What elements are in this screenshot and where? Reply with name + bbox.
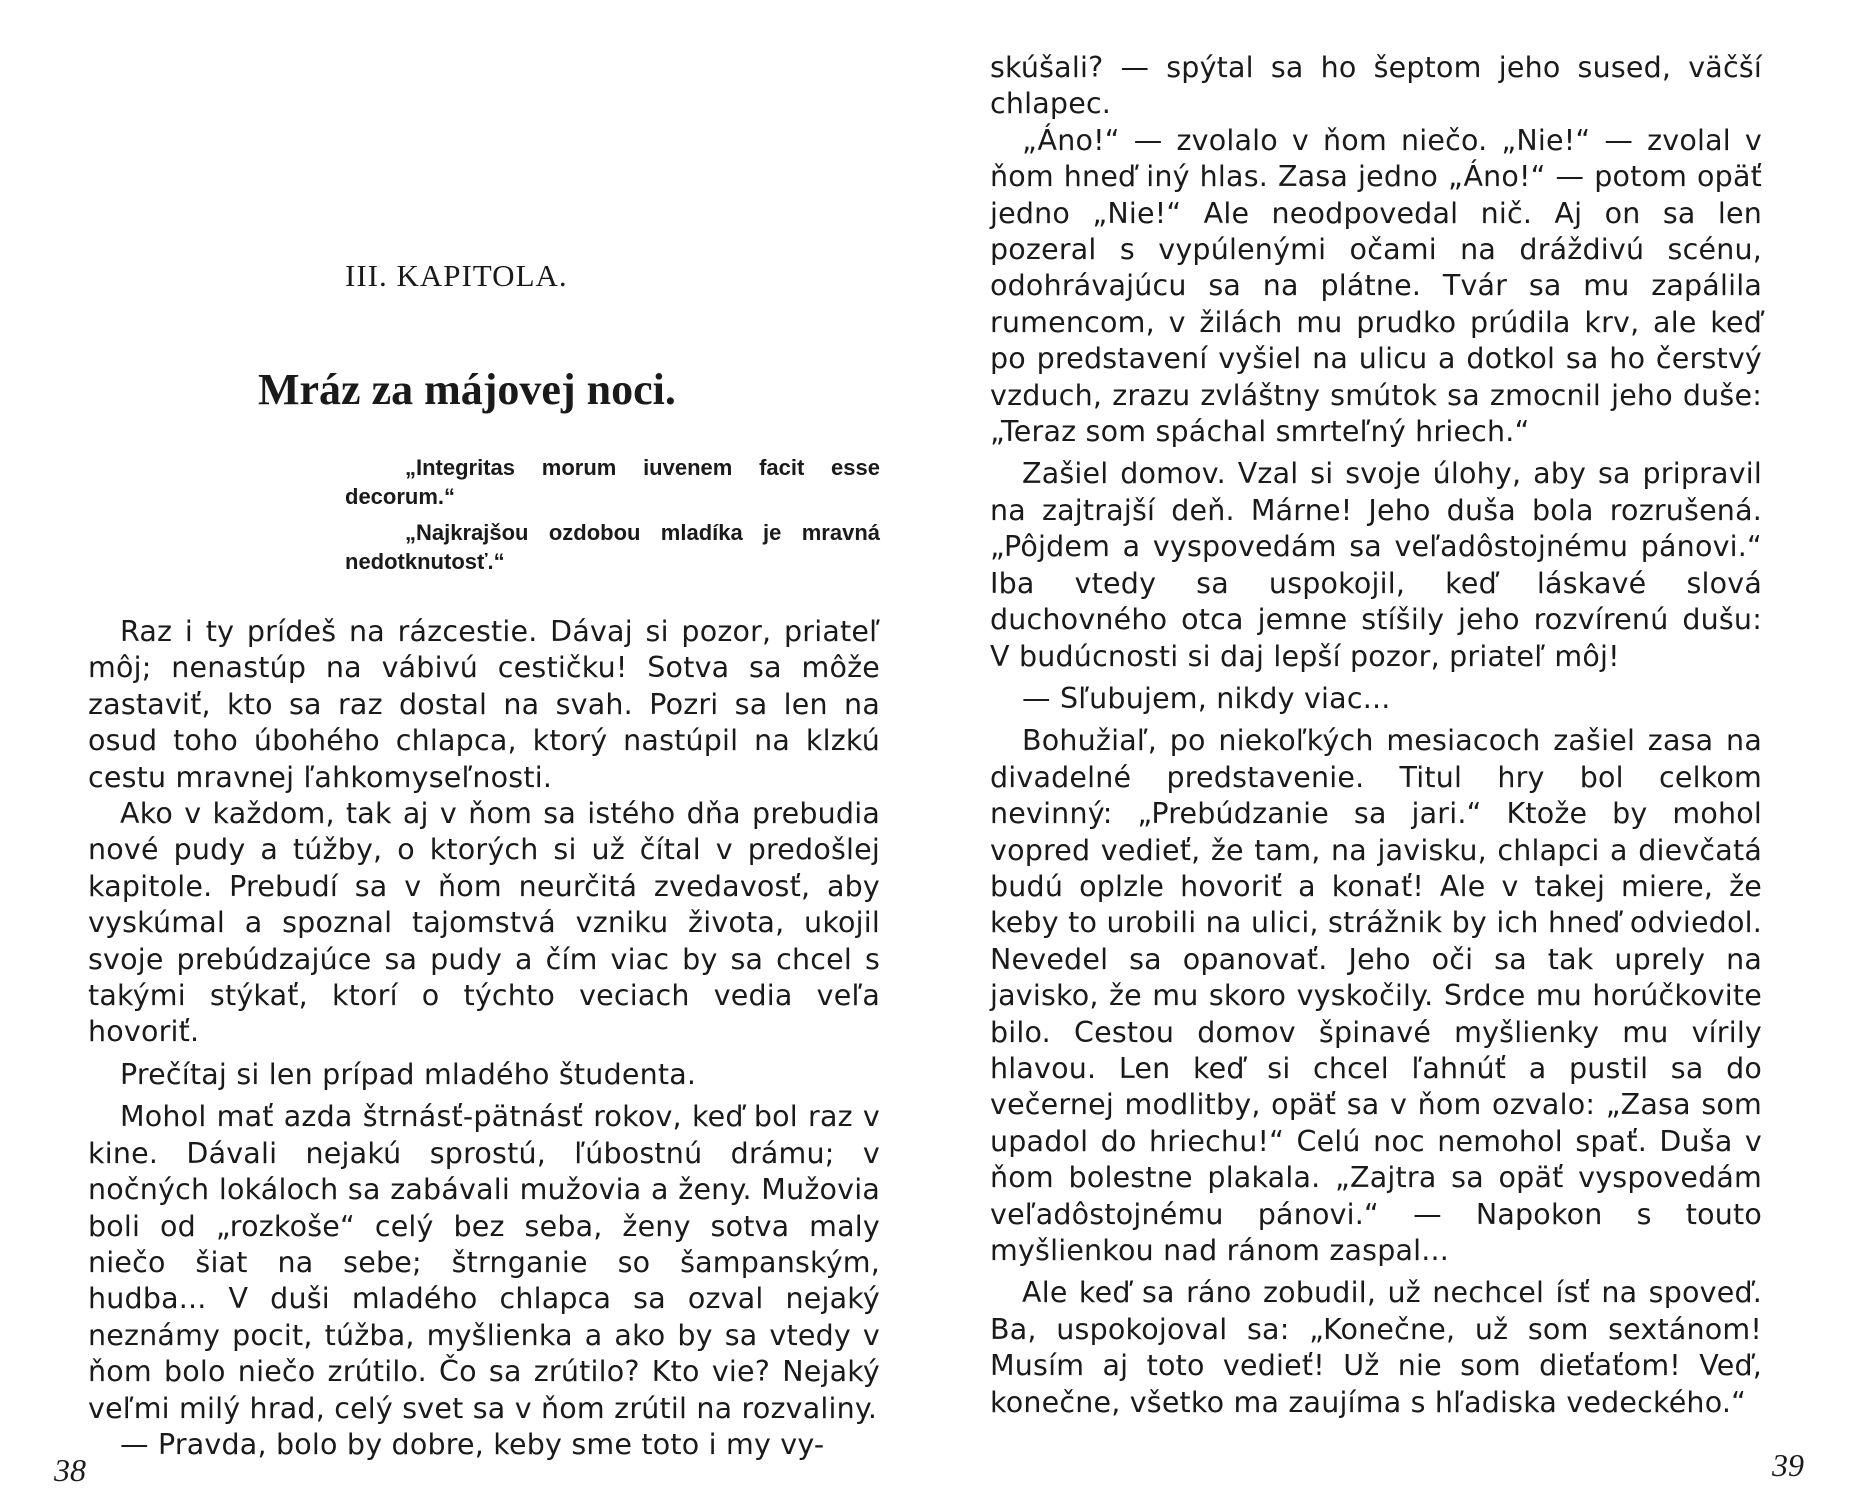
motto-slovak: [345, 518, 880, 576]
paragraph: Ako v každom, tak aj v ňom sa istého dňa prebudia nové pudy a túžby, o ktorých si už čítal v predošlej kapitole. Prebudí sa v ňom neurčitá zvedavosť, aby vyskúmal a spoznal tajomstvá vzniku života, ukojil svoje prebúdzajúce sa pudy a čím viac by sa chcel s takými stýkať, ktorí o týchto veciach vedia veľa hovoriť.: [88, 797, 880, 1049]
chapter-title: Mráz za májovej noci.: [258, 365, 676, 414]
paragraph: Zašiel domov. Vzal si svoje úlohy, aby sa pripravil na zajtrajší deň. Márne! Jeho duša bola rozrušená. „Pôjdem a vyspovedám sa veľadôstojnému pánovi.“ Iba vtedy sa uspokojil, keď láskavé slová duchovného otca jemne stíšily jeho rozvírenú dušu: V budúcnosti si daj lepší pozor, priateľ môj!: [990, 457, 1762, 673]
left-page: [0, 0, 930, 1500]
paragraph: skúšali? — spýtal sa ho šeptom jeho sused, väčší chlapec.: [990, 51, 1762, 121]
paragraph: Bohužiaľ, po niekoľkých mesiacoch zašiel zasa na divadelné predstavenie. Titul hry bol celkom nevinný: „Prebúdzanie sa jari.“ Ktože by mohol vopred vedieť, že tam, na javisku, chlapci a dievčatá budú oplzle hovoriť a konať! Ale v takej miere, že keby to urobili na ulici, strážnik by ich hneď odviedol. Nevedel sa opanovať. Jeho oči sa tak uprely na javisko, že mu skoro vyskočily. Srdce mu horúčkovite bilo. Cestou domov špinavé myšlienky mu vírily hlavou. Len keď si chcel ľahnúť a pustil sa do večernej modlitby, opäť sa v ňom ozvalo: „Zasa som upadol do hriechu!“ Celú noc nemohol spať. Duša v ňom bolestne plakala. „Zajtra sa opäť vyspovedám veľadôstojnému pánovi.“ — Napokon s touto myšlienkou nad ránom zaspal...: [990, 724, 1762, 1267]
right-page: [930, 0, 1862, 1500]
paragraph: Prečítaj si len prípad mladého študenta.: [120, 1057, 697, 1091]
right-body-text: [990, 50, 1762, 1421]
paragraph: Raz i ty prídeš na rázcestie. Dávaj si pozor, priateľ môj; nenastúp na vábivú cestičku! Sotva sa môže zastaviť, kto sa raz dostal na svah. Pozri sa len na osud toho úbohého chlapca, ktorý nastúpil na klzkú cestu mravnej ľahkomyseľnosti.: [88, 615, 880, 794]
motto-latin: [345, 453, 880, 511]
motto-latin-text: „Integritas morum iuvenem facit esse decorum.“: [345, 455, 880, 509]
motto-slovak-text: „Najkrajšou ozdobou mladíka je mravná nedotknutosť.“: [345, 520, 880, 574]
paragraph: „Áno!“ — zvolalo v ňom niečo. „Nie!“ — zvolal v ňom hneď iný hlas. Zasa jedno „Áno!“ — potom opäť jedno „Nie!“ Ale neodpovedal nič. Aj on sa len pozeral s vypúlenými očami na dráždivú scénu, odohrávajúcu sa na plátne. Tvár sa mu zapálila rumencom, v žilách mu prudko prúdila krv, ale keď po predstavení vyšiel na ulicu a dotkol sa ho čerstvý vzduch, zrazu zvláštny smútok sa zmocnil jeho duše: „Teraz som spáchal smrteľný hriech.“: [990, 123, 1762, 449]
page-number-left: 38: [54, 1452, 86, 1488]
paragraph: Ale keď sa ráno zobudil, už nechcel ísť na spoveď. Ba, uspokojoval sa: „Konečne, už som sextánom! Musím aj toto vedieť! Už nie som dieťaťom! Veď, konečne, všetko ma zaujíma s hľadiska vedeckého.“: [990, 1276, 1762, 1419]
paragraph: Mohol mať azda štrnásť-pätnásť rokov, keď bol raz v kine. Dávali nejakú sprostú, ľúbostnú drámu; v nočných lokáloch sa zabávali mužovia a ženy. Mužovia boli od „rozkoše“ celý bez seba, ženy sotva maly niečo šiat na sebe; štrnganie so šampanským, hudba... V duši mladého chlapca sa ozval nejaký neznámy pocit, túžba, myšlienka a ako by sa vtedy v ňom bolo niečo zrútilo. Čo sa zrútilo? Kto vie? Nejaký veľmi milý hrad, celý svet sa v ňom zrútil na rozvaliny.: [88, 1100, 880, 1425]
page-number-right: 39: [1772, 1447, 1804, 1483]
left-body-text: [88, 614, 880, 1463]
paragraph: — Pravda, bolo by dobre, keby sme toto i my vy-: [120, 1427, 825, 1461]
chapter-label: III. KAPITOLA.: [345, 258, 568, 293]
paragraph: — Sľubujem, nikdy viac...: [1022, 681, 1391, 715]
